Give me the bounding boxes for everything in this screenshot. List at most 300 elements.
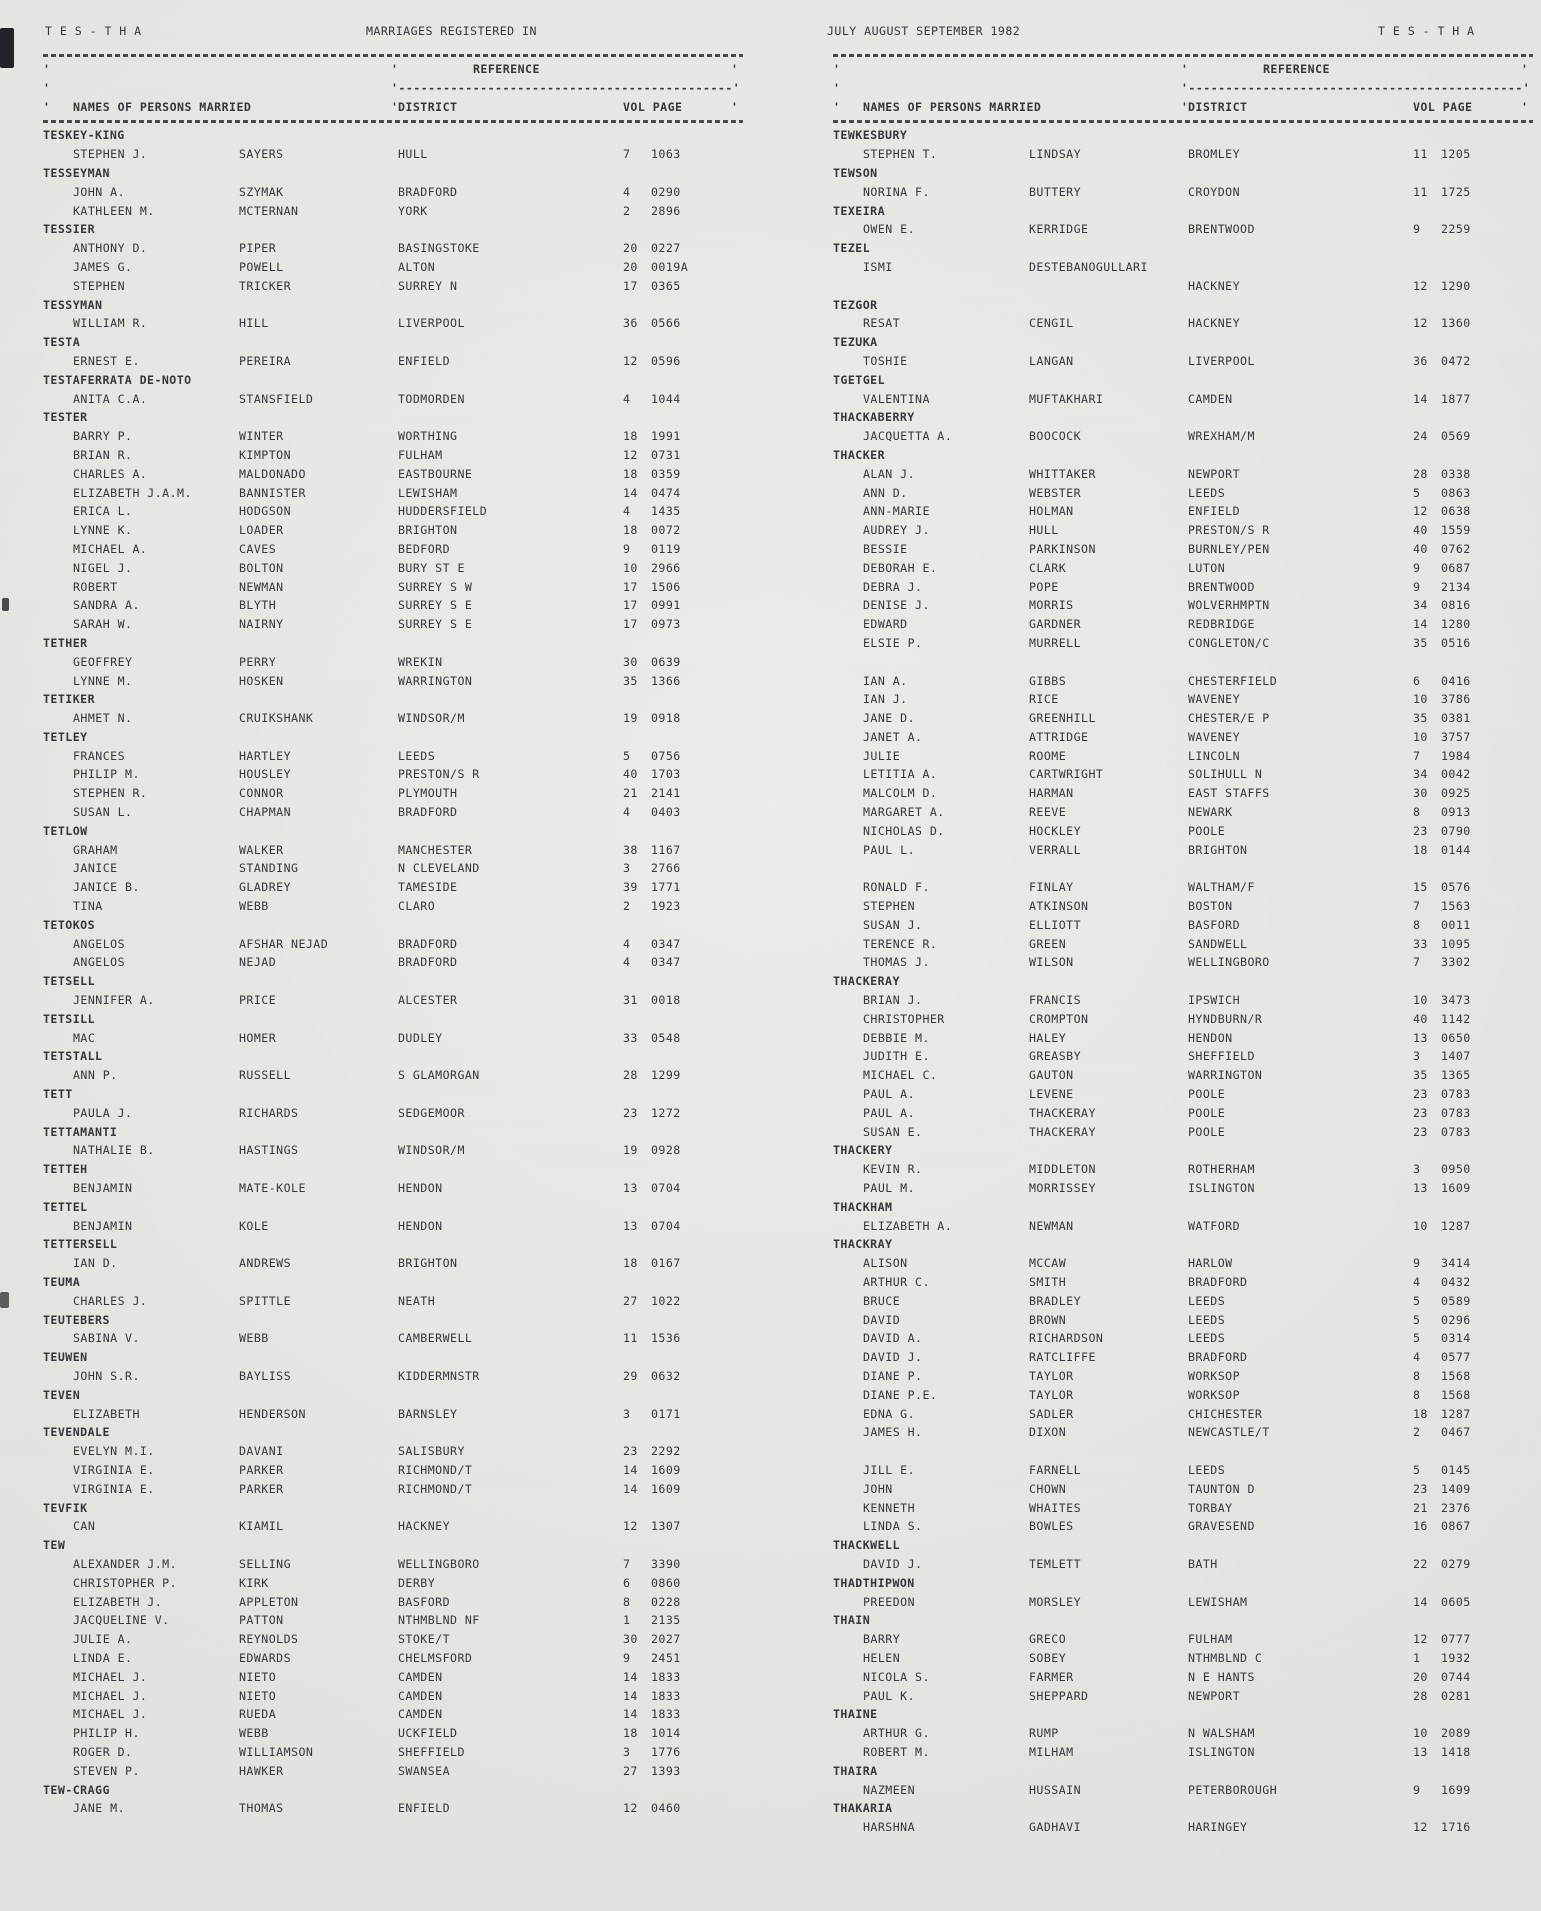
marriage-entry-row (833, 1499, 1533, 1518)
page-number: 1833 (651, 1688, 681, 1703)
surname-group (833, 1611, 1533, 1705)
surname: TESTA (43, 335, 81, 350)
volume: 20 (623, 241, 638, 256)
volume: 24 (1413, 429, 1428, 444)
district: CROYDON (1188, 184, 1241, 199)
forename: ALISON (863, 1256, 908, 1271)
page-number: 0638 (1441, 504, 1471, 519)
page-number: 0860 (651, 1575, 681, 1590)
volume: 21 (623, 786, 638, 801)
page-number: 0472 (1441, 353, 1471, 368)
marriage-entry-row (43, 390, 743, 409)
district: WATFORD (1188, 1218, 1241, 1233)
page-number: 2135 (651, 1613, 681, 1628)
surname-group (833, 1762, 1533, 1800)
spouse-surname: DESTEBANOGULLARI (1029, 259, 1148, 274)
page-number: 0018 (651, 993, 681, 1008)
marriage-entry-row (43, 1217, 743, 1236)
district: WINDSOR/M (398, 711, 465, 726)
volume: 9 (1413, 560, 1421, 575)
volume: 7 (623, 1556, 631, 1571)
district: FULHAM (1188, 1632, 1233, 1647)
forename: LINDA E. (73, 1650, 133, 1665)
spouse-surname: PERRY (239, 654, 277, 669)
district: IPSWICH (1188, 993, 1241, 1008)
volume: 30 (623, 1632, 638, 1647)
district: CLARO (398, 899, 436, 914)
district: HACKNEY (1188, 316, 1241, 331)
district: BOSTON (1188, 899, 1233, 914)
district: RICHMOND/T (398, 1481, 473, 1496)
volume: 18 (623, 466, 638, 481)
marriage-entry-row (833, 991, 1533, 1010)
page-header (0, 24, 1541, 43)
forename: KENNETH (863, 1500, 916, 1515)
marriage-entry-row (43, 258, 743, 277)
district: POOLE (1188, 1105, 1226, 1120)
marriage-entry-row (43, 953, 743, 972)
volume: 23 (1413, 1087, 1428, 1102)
names-of-persons-label: NAMES OF PERSONS MARRIED (73, 99, 252, 114)
forename: ELIZABETH A. (863, 1218, 953, 1233)
page-number: 2259 (1441, 222, 1471, 237)
surname-header-row (43, 1386, 743, 1405)
volume: 13 (623, 1181, 638, 1196)
spouse-surname: GLADREY (239, 880, 292, 895)
volume: 10 (1413, 692, 1428, 707)
surname-header-row (833, 408, 1533, 427)
marriage-entry-row (833, 352, 1533, 371)
spouse-surname: GIBBS (1029, 673, 1067, 688)
reference-rule: '---------------------------------------------' (391, 80, 741, 95)
volume: 12 (623, 1519, 638, 1534)
volume: 8 (1413, 917, 1421, 932)
volume: 12 (623, 447, 638, 462)
spouse-surname: MILHAM (1029, 1744, 1074, 1759)
volume: 22 (1413, 1556, 1428, 1571)
district: WREKIN (398, 654, 443, 669)
district: LEEDS (1188, 485, 1226, 500)
volume: 16 (1413, 1519, 1428, 1534)
district: HARLOW (1188, 1256, 1233, 1271)
surname-header-row (43, 822, 743, 841)
spouse-surname: TAYLOR (1029, 1387, 1074, 1402)
district: BARNSLEY (398, 1406, 458, 1421)
forename: ANGELOS (73, 936, 126, 951)
surname-group (43, 220, 743, 295)
spouse-surname: GAUTON (1029, 1068, 1074, 1083)
page-number: 0314 (1441, 1331, 1471, 1346)
surname-header-row (833, 296, 1533, 315)
district: WELLINGBORO (398, 1556, 480, 1571)
surname: TEVFIK (43, 1500, 88, 1515)
page-number: 0596 (651, 353, 681, 368)
spouse-surname: PARKER (239, 1481, 284, 1496)
spouse-surname: TEMLETT (1029, 1556, 1082, 1571)
surname: TETSILL (43, 1011, 96, 1026)
page-number: 1435 (651, 504, 681, 519)
page-number: 0432 (1441, 1275, 1471, 1289)
forename: DAVID A. (863, 1331, 923, 1346)
volume: 8 (1413, 805, 1421, 820)
reference-underline-row (43, 79, 743, 98)
spouse-surname: PARKER (239, 1462, 284, 1477)
page-number: 0925 (1441, 786, 1471, 801)
forename: BENJAMIN (73, 1181, 133, 1196)
marriage-entry-row (833, 559, 1533, 578)
forename: ISMI (863, 259, 893, 274)
forename: ERNEST E. (73, 353, 140, 368)
page-number: 1205 (1441, 147, 1471, 162)
volume: 5 (623, 748, 631, 763)
volume: 18 (623, 1256, 638, 1271)
page-number: 0576 (1441, 880, 1471, 895)
forename: ROBERT M. (863, 1744, 930, 1759)
marriage-entry-row (43, 747, 743, 766)
forename: RESAT (863, 316, 901, 331)
forename: EDNA G. (863, 1406, 916, 1421)
marriage-entry-row (833, 390, 1533, 409)
page-period: JULY AUGUST SEPTEMBER 1982 (827, 24, 1021, 38)
volume: 4 (623, 805, 631, 820)
volume: 1 (623, 1613, 631, 1628)
volume: 18 (623, 1726, 638, 1741)
district: ALCESTER (398, 993, 458, 1008)
volume: 27 (623, 1763, 638, 1778)
forename: OWEN E. (863, 222, 916, 237)
spouse-surname: HOLMAN (1029, 504, 1074, 519)
district: EASTBOURNE (398, 466, 473, 481)
page-number: 1167 (651, 842, 681, 857)
vol-page-label: VOL PAGE (1413, 99, 1473, 114)
page-number: 1290 (1441, 278, 1471, 293)
volume: 9 (1413, 1782, 1421, 1797)
spouse-surname: FARNELL (1029, 1462, 1082, 1477)
surname-group (43, 164, 743, 220)
spouse-surname: PATTON (239, 1613, 284, 1628)
forename: DENISE J. (863, 598, 930, 613)
marriage-entry-row (43, 1066, 743, 1085)
district: HENDON (398, 1218, 443, 1233)
district: ENFIELD (1188, 504, 1241, 519)
spouse-surname: STANSFIELD (239, 391, 314, 406)
marriage-entry-row (43, 897, 743, 916)
page-number: 0991 (651, 598, 681, 613)
marriage-entry-row (833, 1292, 1533, 1311)
surname-group (43, 728, 743, 822)
district: ISLINGTON (1188, 1181, 1255, 1196)
marriage-entry-row (833, 578, 1533, 597)
surname-header-row (833, 202, 1533, 221)
spouse-surname: BRADLEY (1029, 1293, 1082, 1308)
marriage-entry-row (43, 1329, 743, 1348)
forename: EVELYN M.I. (73, 1444, 155, 1459)
district: NEWCASTLE/T (1188, 1425, 1270, 1440)
district: NTHMBLND C (1188, 1650, 1263, 1665)
spouse-surname: FRANCIS (1029, 993, 1082, 1008)
spouse-surname: BLYTH (239, 598, 277, 613)
marriage-entry-row (833, 484, 1533, 503)
district: BASFORD (1188, 917, 1241, 932)
reference-label: REFERENCE (1263, 62, 1330, 76)
volume: 11 (623, 1331, 638, 1346)
surname-group (43, 822, 743, 916)
tick-mark: ' (731, 99, 739, 114)
spouse-surname: CRUIKSHANK (239, 711, 314, 726)
marriage-entry-row (833, 1386, 1533, 1405)
volume: 2 (1413, 1425, 1421, 1440)
volume: 3 (623, 1744, 631, 1759)
page-number: 0365 (651, 278, 681, 293)
page-number: 1932 (1441, 1650, 1471, 1665)
page-number: 0589 (1441, 1293, 1471, 1308)
district: WELLINGBORO (1188, 955, 1270, 970)
spouse-surname: RATCLIFFE (1029, 1350, 1096, 1365)
district: ISLINGTON (1188, 1744, 1255, 1759)
dashed-rule (43, 120, 743, 123)
district: SHEFFIELD (398, 1744, 465, 1759)
forename: AUDREY J. (863, 523, 930, 538)
reference-label: REFERENCE (473, 62, 540, 76)
page-number: 0171 (651, 1406, 681, 1421)
page-number: 2766 (651, 861, 681, 876)
spouse-surname: WHITTAKER (1029, 466, 1096, 481)
volume: 40 (1413, 1011, 1428, 1026)
district: BRADFORD (398, 184, 458, 199)
district: POOLE (1188, 823, 1226, 838)
marriage-entry-row (43, 1687, 743, 1706)
forename: BENJAMIN (73, 1218, 133, 1233)
forename: GEOFFREY (73, 654, 133, 669)
page-number: 0650 (1441, 1030, 1471, 1045)
surname-header-row (833, 1235, 1533, 1254)
volume: 20 (1413, 1669, 1428, 1684)
forename: HARSHNA (863, 1820, 916, 1835)
page-number: 0605 (1441, 1594, 1471, 1609)
volume: 10 (623, 560, 638, 575)
page-number: 0704 (651, 1218, 681, 1233)
page-number: 0863 (1441, 485, 1471, 500)
forename: BESSIE (863, 541, 908, 556)
page-number: 0403 (651, 805, 681, 820)
spouse-surname: MCCAW (1029, 1256, 1067, 1271)
column-titles-row (43, 98, 743, 117)
forename: MALCOLM D. (863, 786, 938, 801)
forename: JANE D. (863, 711, 916, 726)
tick-mark: ' (833, 80, 841, 95)
forename: JAMES H. (863, 1425, 923, 1440)
page-number: 0516 (1441, 635, 1471, 650)
page-number: 1287 (1441, 1218, 1471, 1233)
surname: THACKWELL (833, 1538, 900, 1553)
spouse-surname: KIMPTON (239, 447, 292, 462)
marriage-entry-row (43, 521, 743, 540)
marriage-entry-row (833, 1630, 1533, 1649)
spouse-surname: BOOCOCK (1029, 429, 1082, 444)
spouse-surname: LEVENE (1029, 1087, 1074, 1102)
forename: LETITIA A. (863, 767, 938, 782)
district: NEWPORT (1188, 466, 1241, 481)
spouse-surname: BANNISTER (239, 485, 306, 500)
forename: JANET A. (863, 729, 923, 744)
surname: TESKEY-KING (43, 128, 125, 143)
surname: TEW (43, 1538, 66, 1553)
spouse-surname: MURRELL (1029, 635, 1082, 650)
page-number: 0639 (651, 654, 681, 669)
district: HACKNEY (398, 1519, 451, 1534)
district: WREXHAM/M (1188, 429, 1255, 444)
forename: NICHOLAS D. (863, 823, 945, 838)
forename: NATHALIE B. (73, 1143, 155, 1158)
marriage-entry-row (43, 352, 743, 371)
marriage-entry-row (43, 1442, 743, 1461)
marriage-entry-row (833, 1724, 1533, 1743)
marriage-entry-row (43, 239, 743, 258)
district: NEWARK (1188, 805, 1233, 820)
marriage-entry-row (43, 672, 743, 691)
surname: TETTEL (43, 1199, 88, 1214)
district: LEEDS (1188, 1331, 1226, 1346)
district: S GLAMORGAN (398, 1068, 480, 1083)
volume: 14 (623, 1462, 638, 1477)
volume: 17 (623, 579, 638, 594)
spouse-surname: HALEY (1029, 1030, 1067, 1045)
marriage-entry-row (43, 314, 743, 333)
marriage-entry-row (833, 427, 1533, 446)
volume: 23 (1413, 823, 1428, 838)
surname: TEWSON (833, 165, 878, 180)
page-number: 0950 (1441, 1162, 1471, 1177)
forename: WILLIAM R. (73, 316, 148, 331)
forename: SABINA V. (73, 1331, 140, 1346)
forename: JULIE (863, 748, 901, 763)
forename: PREEDON (863, 1594, 916, 1609)
district: PLYMOUTH (398, 786, 458, 801)
forename: DEBORAH E. (863, 560, 938, 575)
forename: NIGEL J. (73, 560, 133, 575)
tick-mark: ' (833, 62, 841, 76)
page-number: 0816 (1441, 598, 1471, 613)
forename: PAUL A. (863, 1105, 916, 1120)
surname-header-row (43, 972, 743, 991)
surname: TEUWEN (43, 1350, 88, 1365)
tick-mark: ' (43, 99, 51, 114)
marriage-entry-row (43, 841, 743, 860)
surname: TESTAFERRATA DE-NOTO (43, 372, 192, 387)
volume: 28 (1413, 466, 1428, 481)
forename: KEVIN R. (863, 1162, 923, 1177)
marriage-entry-row (43, 1555, 743, 1574)
surname-group (833, 126, 1533, 164)
surname: TETLOW (43, 823, 88, 838)
forename: IAN D. (73, 1256, 118, 1271)
forename: IAN A. (863, 673, 908, 688)
forename: HELEN (863, 1650, 901, 1665)
forename: ROGER D. (73, 1744, 133, 1759)
volume: 13 (1413, 1744, 1428, 1759)
forename: ANGELOS (73, 955, 126, 970)
volume: 36 (1413, 353, 1428, 368)
district: WAVENEY (1188, 729, 1241, 744)
page-number: 1833 (651, 1707, 681, 1722)
volume: 30 (1413, 786, 1428, 801)
district: BROMLEY (1188, 147, 1241, 162)
surname-group (43, 634, 743, 690)
forename: SARAH W. (73, 617, 133, 632)
volume: 13 (1413, 1030, 1428, 1045)
spouse-surname: THACKERAY (1029, 1105, 1096, 1120)
column-header (833, 54, 1533, 123)
marriage-entry-row (43, 1405, 743, 1424)
spouse-surname: LOADER (239, 523, 284, 538)
forename: JAMES G. (73, 259, 133, 274)
district: WARRINGTON (398, 673, 473, 688)
forename: TINA (73, 899, 103, 914)
district: BRADFORD (398, 936, 458, 951)
district: CONGLETON/C (1188, 635, 1270, 650)
volume: 2 (623, 899, 631, 914)
marriage-entry-row (43, 1367, 743, 1386)
volume: 33 (1413, 936, 1428, 951)
district: CHICHESTER (1188, 1406, 1263, 1421)
marriage-entry-row (43, 765, 743, 784)
forename: JOHN S.R. (73, 1368, 140, 1383)
spouse-surname: MALDONADO (239, 466, 306, 481)
spouse-surname: CENGIL (1029, 316, 1074, 331)
page-number: 0632 (651, 1368, 681, 1383)
spouse-surname: ATTRIDGE (1029, 729, 1089, 744)
forename: MICHAEL J. (73, 1688, 148, 1703)
district: HARINGEY (1188, 1820, 1248, 1835)
forename: SUSAN L. (73, 805, 133, 820)
page-number: 2292 (651, 1444, 681, 1459)
marriage-entry-row (833, 822, 1533, 841)
forename: JULIE A. (73, 1632, 133, 1647)
spouse-surname: NEWMAN (1029, 1218, 1074, 1233)
spouse-surname: WEBSTER (1029, 485, 1082, 500)
volume: 9 (623, 1650, 631, 1665)
forename: ELIZABETH J.A.M. (73, 485, 192, 500)
district: FULHAM (398, 447, 443, 462)
page-number: 0228 (651, 1594, 681, 1609)
spouse-surname: DAVANI (239, 1444, 284, 1459)
volume: 35 (1413, 635, 1428, 650)
marriage-entry-row (833, 220, 1533, 239)
page-number: 1014 (651, 1726, 681, 1741)
marriage-entry-row (833, 1649, 1533, 1668)
district: HENDON (1188, 1030, 1233, 1045)
volume: 3 (1413, 1162, 1421, 1177)
tick-mark: ' (43, 62, 51, 76)
volume: 14 (1413, 1594, 1428, 1609)
district: LEWISHAM (1188, 1594, 1248, 1609)
spouse-surname: REEVE (1029, 805, 1067, 820)
volume: 31 (623, 993, 638, 1008)
scan-artifact (0, 1292, 9, 1308)
page-number: 0777 (1441, 1632, 1471, 1647)
marriage-entry-row (43, 1799, 743, 1818)
marriage-entry-row (43, 202, 743, 221)
forename: STEVEN P. (73, 1763, 140, 1778)
surname-group (833, 371, 1533, 409)
forename: DIANE P.E. (863, 1387, 938, 1402)
forename: ARTHUR G. (863, 1726, 930, 1741)
volume: 18 (623, 429, 638, 444)
marriage-entry-row (833, 1348, 1533, 1367)
forename: ANN-MARIE (863, 504, 930, 519)
spouse-surname: NEWMAN (239, 579, 284, 594)
page-number: 0744 (1441, 1669, 1471, 1684)
